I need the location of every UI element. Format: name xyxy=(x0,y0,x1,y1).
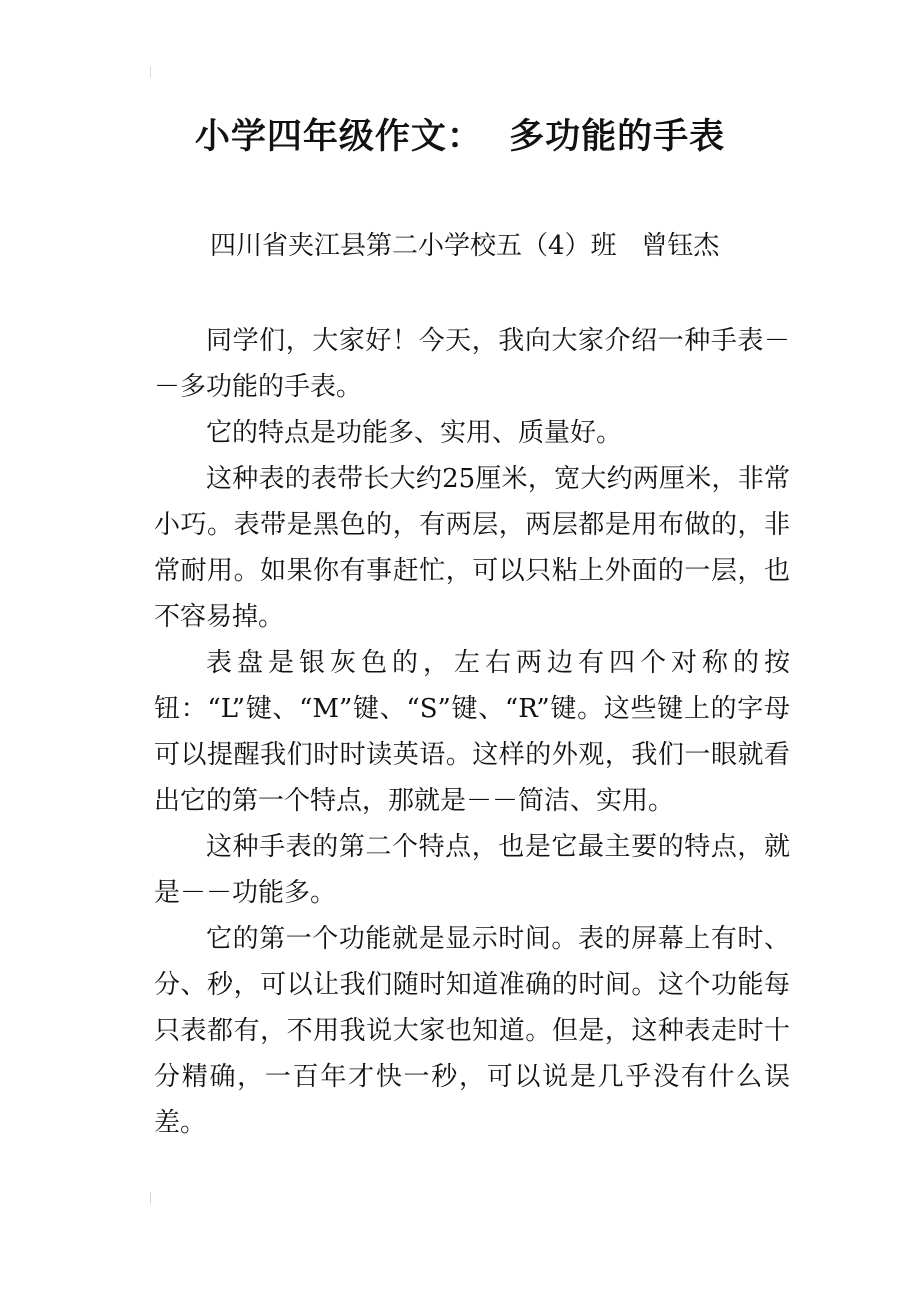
essay-paragraph-1: 同学们，大家好！今天，我向大家介绍一种手表－－多功能的手表。 xyxy=(154,326,790,402)
essay-author: 四川省夹江县第二小学校五（4）班 曾钰杰 xyxy=(210,231,720,261)
essay-paragraph-5: 这种手表的第二个特点，也是它最主要的特点，就是－－功能多。 xyxy=(154,832,790,908)
essay-paragraph-3: 这种表的表带长大约25厘米，宽大约两厘米，非常小巧。表带是黑色的，有两层，两层都是用布做的，非常耐用。如果你有事赶忙，可以只粘上外面的一层，也不容易掉。 xyxy=(154,464,790,632)
page-corner-mark-top xyxy=(150,66,157,78)
essay-title: 小学四年级作文： 多功能的手表 xyxy=(194,117,726,157)
essay-paragraph-6: 它的第一个功能就是显示时间。表的屏幕上有时、分、秒，可以让我们随时知道准确的时间。这个功能每只表都有，不用我说大家也知道。但是，这种表走时十分精确，一百年才快一秒，可以说是几乎没有什么误差。 xyxy=(154,924,790,1138)
page-corner-mark-bottom xyxy=(150,1192,157,1204)
essay-paragraph-2: 它的特点是功能多、实用、质量好。 xyxy=(206,418,623,448)
essay-body xyxy=(154,318,790,1146)
essay-paragraph-4: 表盘是银灰色的，左右两边有四个对称的按钮：“L”键、“M”键、“S”键、“R”键。这些键上的字母可以提醒我们时时读英语。这样的外观，我们一眼就看出它的第一个特点，那就是－－简洁、实用。 xyxy=(154,648,790,816)
